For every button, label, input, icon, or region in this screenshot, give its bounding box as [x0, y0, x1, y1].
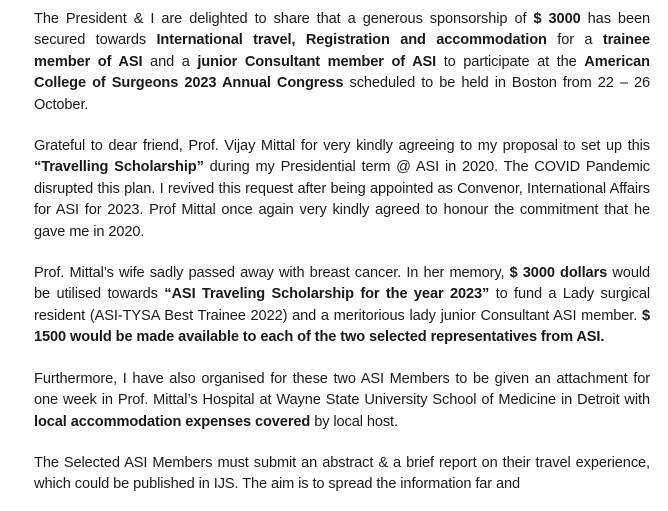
- sponsorship-amount: $ 3000: [533, 11, 581, 27]
- paragraph-attachment: [34, 369, 650, 433]
- trainee-member-text: trainee member of ASI: [34, 32, 651, 70]
- text-segment: Prof. Mittal’s wife sadly passed away with breast cancer. In her memory,: [34, 265, 510, 282]
- paragraph-sponsorship-announcement: [34, 9, 650, 116]
- document-body: [34, 9, 650, 496]
- text-segment: Grateful to dear friend, Prof. Vijay Mittal for very kindly agreeing to my proposal to set up this: [34, 138, 650, 155]
- junior-consultant-text: junior Consultant member of ASI: [197, 53, 437, 70]
- text-segment: would be utilised towards: [34, 265, 650, 303]
- paragraph-report-requirement: [34, 453, 650, 496]
- travelling-scholarship-title: “Travelling Scholarship”: [34, 159, 204, 176]
- congress-name: American College of Surgeons 2023 Annual Congress: [34, 53, 650, 92]
- scholarship-2023-title: “ASI Traveling Scholarship for the year 2023”: [164, 286, 490, 303]
- per-representative-amount: $ 1500 would be made available to each of the two selected representatives from ASI.: [34, 307, 650, 346]
- text-segment: Furthermore, I have also organised for these two ASI Members to be given an attachment for one week in Prof. Mittal’s Hospital at Wayne State University School of Medicine in Detroit with: [34, 370, 650, 409]
- text-segment: for a: [546, 32, 603, 49]
- text-segment: scheduled to be held in Boston from 22 – 26 October.: [34, 75, 650, 113]
- text-segment: The President & I are delighted to share that a generous sponsorship of: [34, 11, 534, 27]
- text-segment: and a: [142, 53, 198, 70]
- text-segment: by local host.: [310, 413, 398, 430]
- text-segment: during my Presidential term @ ASI in 2020. The COVID Pandemic disrupted this plan. I revived this request after being appointed as Convenor, International Affairs for ASI for 2023. Prof Mittal once again very kindly agreed to honour the commitment that he gave me in 2020.: [34, 159, 650, 240]
- text-segment: to participate at the: [436, 53, 585, 70]
- accommodation-covered-text: local accommodation expenses covered: [34, 413, 311, 430]
- text-segment: has been secured towards: [34, 11, 650, 49]
- sponsorship-coverage: International travel, Registration and accommodation: [156, 32, 547, 49]
- paragraph-gratitude: [34, 136, 650, 243]
- text-segment: to fund a Lady surgical resident (ASI-TYSA Best Trainee 2022) and a meritorious lady junior Consultant ASI member.: [34, 286, 650, 324]
- paragraph-memorial-funding: [34, 263, 650, 349]
- memorial-amount: $ 3000 dollars: [509, 265, 608, 282]
- text-segment: The Selected ASI Members must submit an abstract & a brief report on their travel experience, which could be published in IJS. The aim is to spread the information far and: [34, 454, 650, 493]
